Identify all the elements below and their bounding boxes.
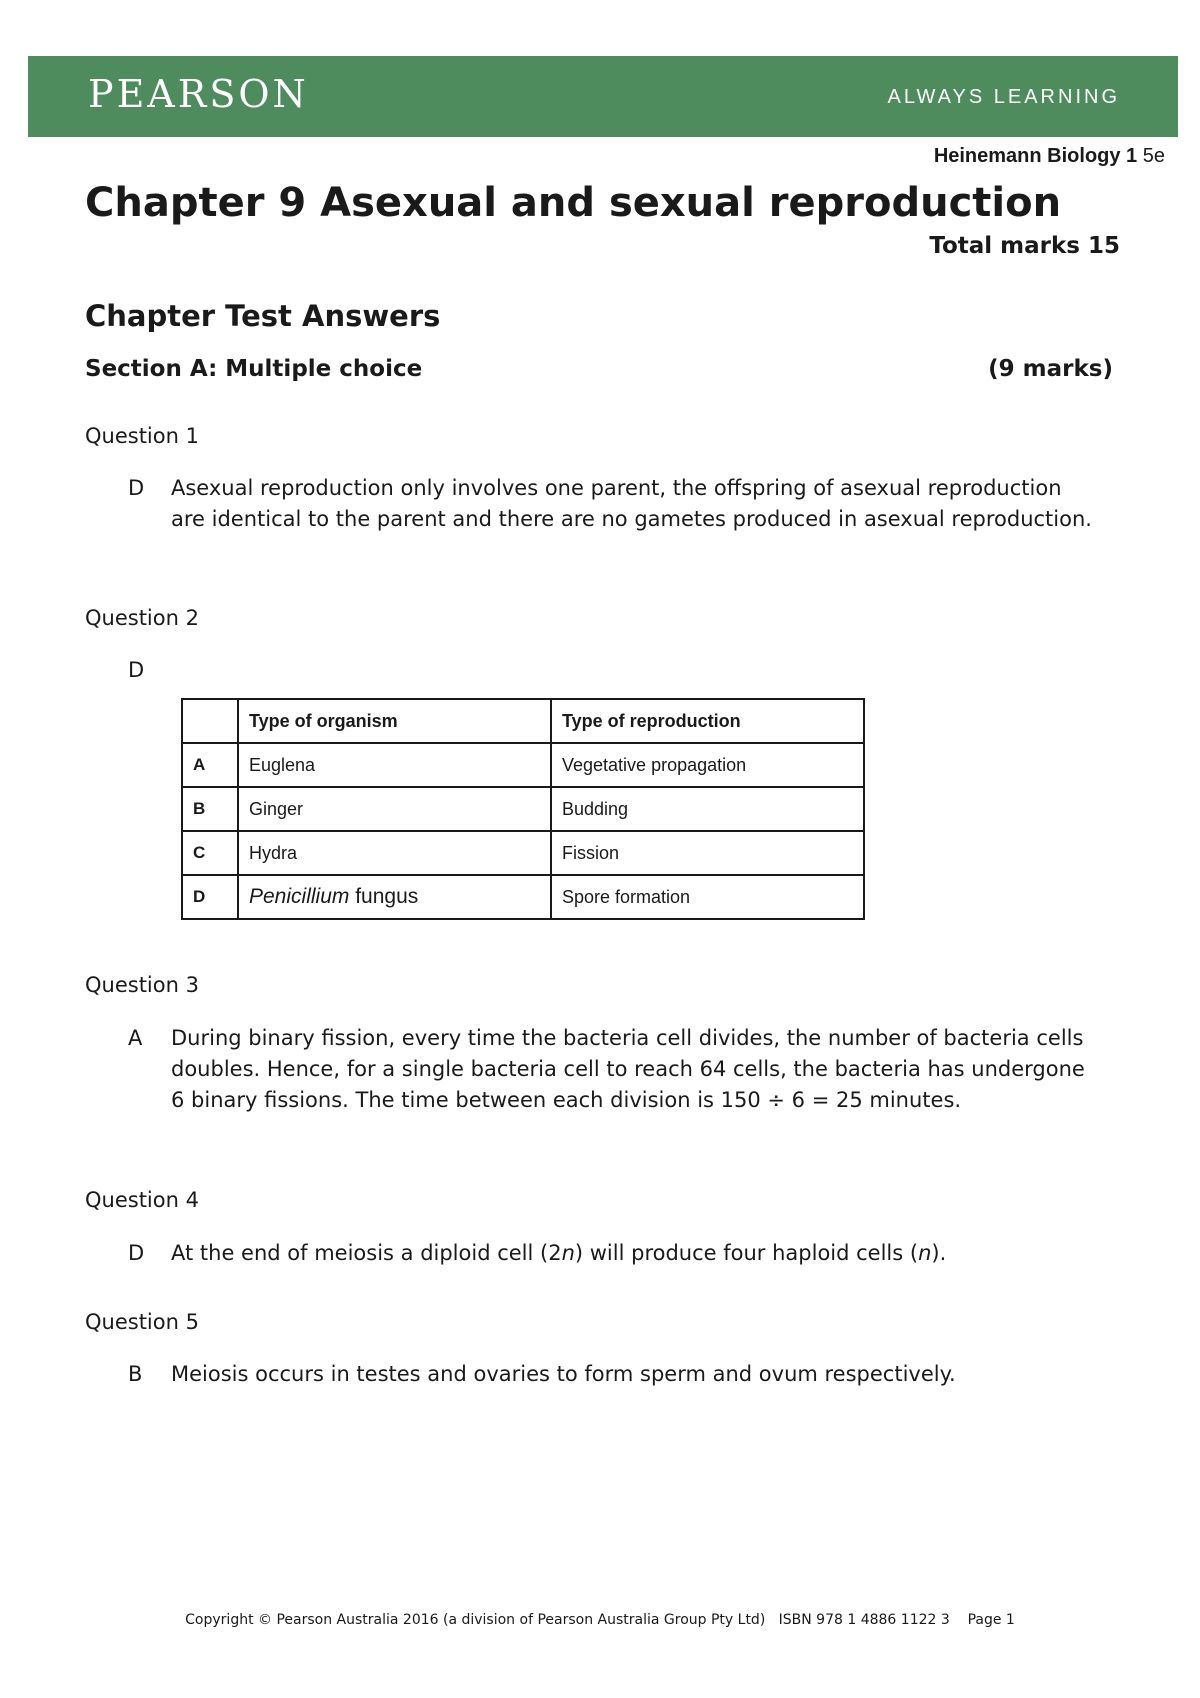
question-2-heading: Question 2 — [85, 606, 199, 630]
book-name: Heinemann Biology 1 — [933, 145, 1138, 167]
question-3-heading: Question 3 — [85, 973, 199, 997]
table-header-row — [182, 699, 864, 743]
question-5-explanation: Meiosis occurs in testes and ovaries to form sperm and ovum respectively. — [171, 1362, 956, 1386]
table-header-cell — [182, 699, 238, 743]
row-reproduction: Spore formation — [551, 875, 864, 919]
question-4-explanation — [171, 1238, 1101, 1269]
row-organism: Euglena — [238, 743, 551, 787]
book-edition: 5e — [1142, 145, 1165, 167]
question-3-explanation: During binary fission, every time the bacteria cell divides, the number of bacteria cells doubles. Hence, for a single bacteria cell to reach 64 cells, the bacteria has undergone 6 binary fissions. The time between each division is 150 ÷ 6 = 25 minutes. — [171, 1026, 1085, 1112]
pearson-logo: PEARSON — [88, 72, 309, 116]
question-5-heading: Question 5 — [85, 1310, 199, 1334]
question-2-answer: D — [128, 658, 145, 682]
row-reproduction: Budding — [551, 787, 864, 831]
question-1-answer: D — [128, 476, 145, 500]
question-1-heading: Question 1 — [85, 424, 199, 448]
text-part: ). — [931, 1241, 947, 1265]
text-part: ) will produce four haploid cells ( — [574, 1241, 919, 1265]
italic-n: n — [561, 1241, 575, 1265]
row-reproduction: Vegetative propagation — [551, 743, 864, 787]
row-letter: D — [182, 875, 238, 919]
table-row — [182, 743, 864, 787]
text-part: At the end of meiosis a diploid cell (2 — [171, 1241, 562, 1265]
table-row — [182, 875, 864, 919]
question-5-answer: B — [128, 1362, 143, 1386]
italic-n: n — [918, 1241, 932, 1265]
row-letter: C — [182, 831, 238, 875]
organism-suffix: fungus — [349, 885, 419, 908]
copyright-footer: Copyright © Pearson Australia 2016 (a division of Pearson Australia Group Pty Ltd) ISBN 978 1 4886 1122 3 Page 1 — [185, 1612, 1015, 1628]
question-4-heading: Question 4 — [85, 1188, 199, 1212]
page-title: Chapter 9 Asexual and sexual reproduction — [85, 180, 1062, 226]
row-organism — [238, 875, 551, 919]
organism-table — [181, 698, 865, 920]
question-1-explanation: Asexual reproduction only involves one parent, the offspring of asexual reproduction are identical to the parent and there are no gametes produced in asexual reproduction. — [171, 476, 1092, 531]
row-letter: B — [182, 787, 238, 831]
row-letter: A — [182, 743, 238, 787]
row-organism: Hydra — [238, 831, 551, 875]
tagline: ALWAYS LEARNING — [887, 86, 1120, 108]
section-heading — [85, 356, 1113, 382]
table-header-cell: Type of organism — [238, 699, 551, 743]
table-row — [182, 787, 864, 831]
question-3-answer: A — [128, 1026, 143, 1050]
question-4-answer: D — [128, 1241, 145, 1265]
page-subtitle: Chapter Test Answers — [85, 299, 441, 333]
table-header-cell: Type of reproduction — [551, 699, 864, 743]
section-marks: (9 marks) — [988, 356, 1113, 382]
section-label: Section A: Multiple choice — [85, 356, 423, 382]
table-row — [182, 831, 864, 875]
book-title — [934, 145, 1165, 168]
organism-italic: Penicillium — [249, 885, 350, 908]
row-reproduction: Fission — [551, 831, 864, 875]
header-banner — [28, 56, 1178, 137]
total-marks: Total marks 15 — [929, 233, 1120, 259]
row-organism: Ginger — [238, 787, 551, 831]
